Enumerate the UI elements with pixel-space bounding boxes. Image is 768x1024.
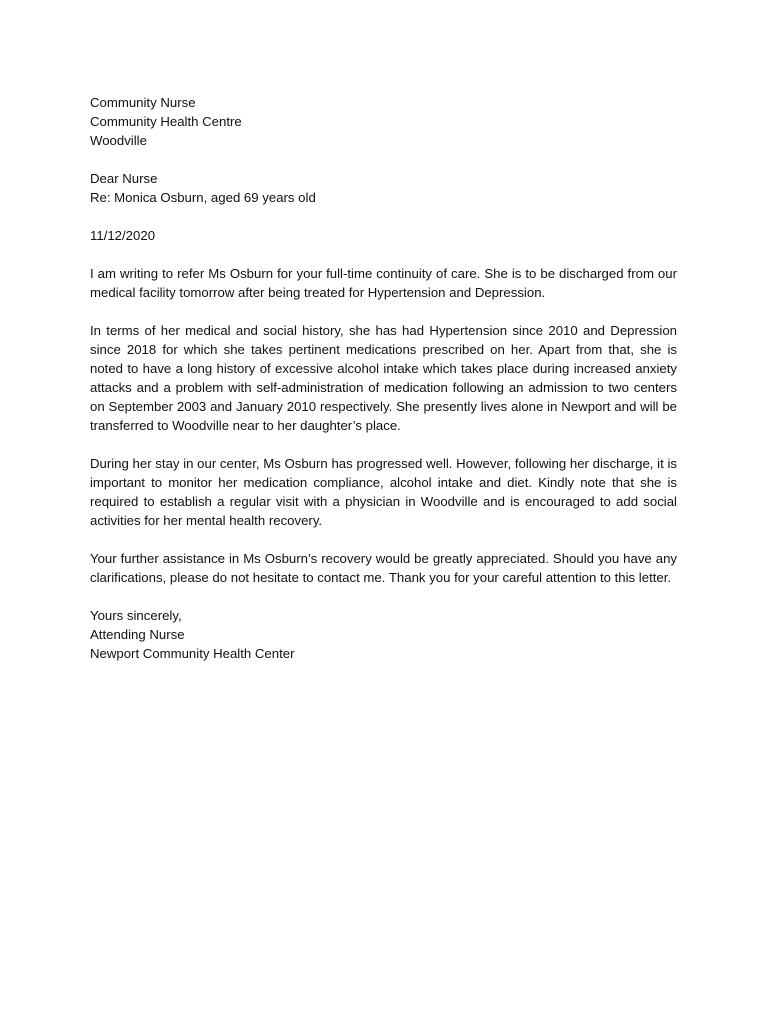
paragraph-progress: During her stay in our center, Ms Osburn has progressed well. However, following her discharge, it is important to monitor her medication compliance, alcohol intake and diet. Kindly note that she is required to establish a regular visit with a physician in Woodville and is encouraged to add social activities for her mental health recovery. bbox=[90, 456, 677, 528]
paragraph-referral: I am writing to refer Ms Osburn for your full-time continuity of care. She is to be discharged from our medical facility tomorrow after being treated for Hypertension and Depression. bbox=[90, 266, 677, 300]
recipient-location: Woodville bbox=[90, 133, 147, 148]
paragraph-request: Your further assistance in Ms Osburn’s recovery would be greatly appreciated. Should you have any clarifications, please do not hesitate to contact me. Thank you for your careful attention to this letter. bbox=[90, 551, 677, 585]
salutation: Dear Nurse bbox=[90, 171, 158, 186]
recipient-address bbox=[90, 93, 677, 150]
recipient-name: Community Nurse bbox=[90, 95, 196, 110]
recipient-organization: Community Health Centre bbox=[90, 114, 242, 129]
valediction: Yours sincerely, bbox=[90, 608, 182, 623]
letter-date: 11/12/2020 bbox=[90, 228, 156, 243]
signature-block bbox=[90, 606, 677, 663]
greeting-block bbox=[90, 169, 677, 207]
sender-organization: Newport Community Health Center bbox=[90, 646, 295, 661]
paragraph-history: In terms of her medical and social history, she has had Hypertension since 2010 and Depression since 2018 for which she takes pertinent medications prescribed on her. Apart from that, she is noted to have a long history of excessive alcohol intake which takes place during increased anxiety attacks and a problem with self-administration of medication following an admission to two centers on September 2003 and January 2010 respectively. She presently lives alone in Newport and will be transferred to Woodville near to her daughter’s place. bbox=[90, 323, 677, 433]
sender-title: Attending Nurse bbox=[90, 627, 185, 642]
subject-line: Re: Monica Osburn, aged 69 years old bbox=[90, 190, 316, 205]
letter-body bbox=[90, 93, 677, 682]
